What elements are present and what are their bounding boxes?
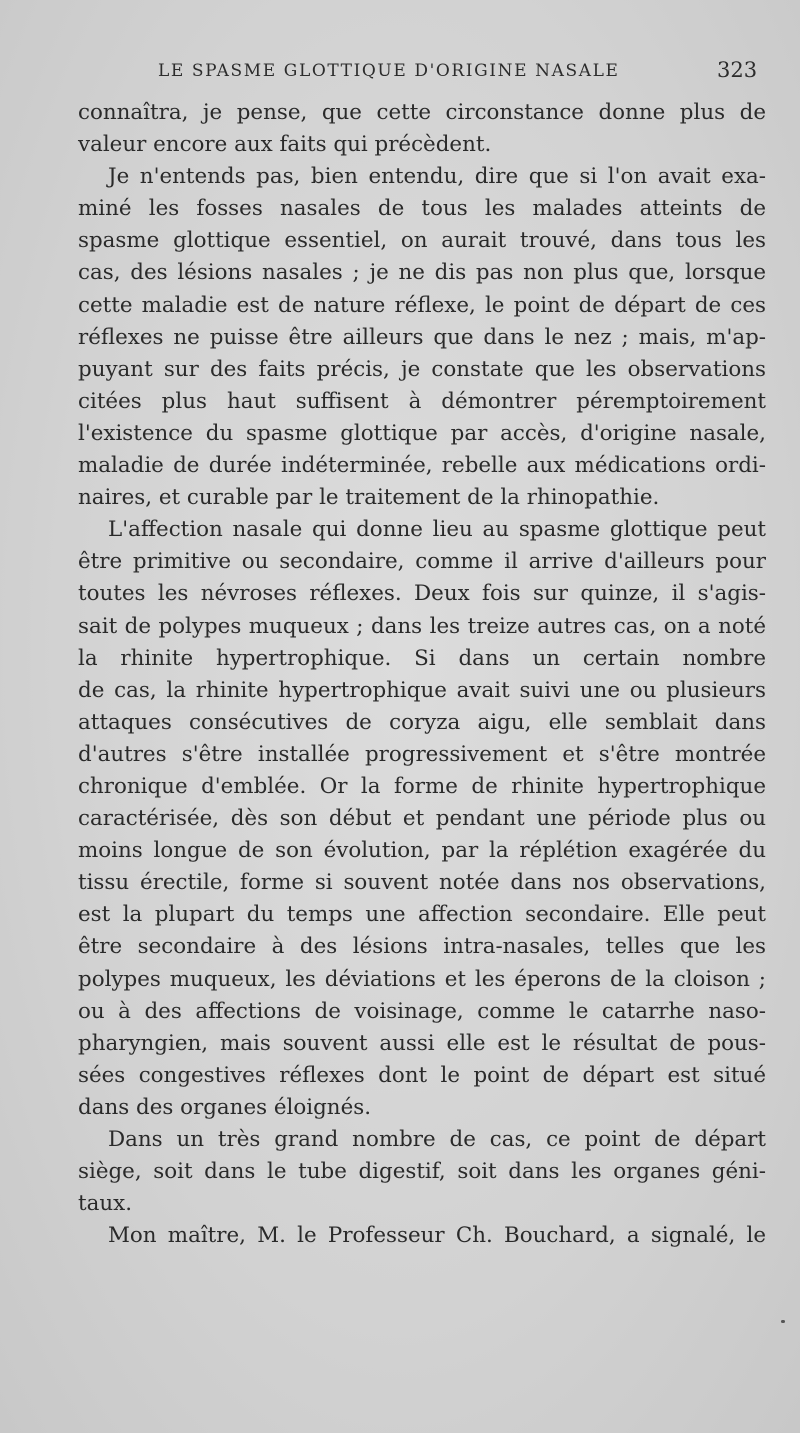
text-line: taux.: [78, 1191, 132, 1217]
text-line: spasme glottique essentiel, on aurait trouvé, dans tous les: [78, 228, 766, 254]
text-line: miné les fosses nasales de tous les malades atteints de: [78, 196, 766, 222]
text-line: siège, soit dans le tube digestif, soit dans les organes géni-: [78, 1159, 766, 1185]
text-line: polypes muqueux, les déviations et les éperons de la cloison ;: [78, 966, 766, 992]
text-line: sait de polypes muqueux ; dans les treize autres cas, on a noté: [78, 613, 766, 639]
page-number: 323: [717, 58, 758, 82]
text-line: naires, et curable par le traitement de la rhinopathie.: [78, 485, 660, 511]
running-title: LE SPASME GLOTTIQUE D'ORIGINE NASALE: [158, 61, 620, 81]
text-line: sées congestives réflexes dont le point de départ est situé: [78, 1062, 766, 1088]
text-line: chronique d'emblée. Or la forme de rhinite hypertrophique: [78, 773, 766, 799]
text-line: d'autres s'être installée progressivement et s'être montrée: [78, 741, 766, 767]
text-line: toutes les névroses réflexes. Deux fois sur quinze, il s'agis-: [78, 581, 766, 607]
text-line: ou à des affections de voisinage, comme le catarrhe naso-: [78, 998, 766, 1024]
text-line: la rhinite hypertrophique. Si dans un certain nombre: [78, 645, 766, 671]
text-line: cette maladie est de nature réflexe, le point de départ de ces: [78, 292, 766, 318]
paragraph-first-line: Je n'entends pas, bien entendu, dire que si l'on avait exa-: [108, 164, 766, 190]
text-line: caractérisée, dès son début et pendant une période plus ou: [78, 806, 766, 832]
text-line: puyant sur des faits précis, je constate que les observations: [78, 356, 766, 382]
text-line: réflexes ne puisse être ailleurs que dans le nez ; mais, m'ap-: [78, 324, 766, 350]
text-line: maladie de durée indéterminée, rebelle aux médications ordi-: [78, 453, 766, 479]
text-line: l'existence du spasme glottique par accès, d'origine nasale,: [78, 420, 766, 446]
text-line: citées plus haut suffisent à démontrer péremptoirement: [78, 388, 766, 414]
text-line: valeur encore aux faits qui précèdent.: [78, 132, 492, 158]
text-line: être primitive ou secondaire, comme il arrive d'ailleurs pour: [78, 549, 766, 575]
text-line: cas, des lésions nasales ; je ne dis pas non plus que, lorsque: [78, 260, 766, 286]
page-header: [0, 55, 800, 89]
body-text: [78, 97, 766, 1252]
paragraph-first-line: Mon maître, M. le Professeur Ch. Bouchard, a signalé, le: [108, 1223, 766, 1249]
text-line: dans des organes éloignés.: [78, 1094, 372, 1120]
text-line: pharyngien, mais souvent aussi elle est le résultat de pous-: [78, 1030, 766, 1056]
paragraph-first-line: Dans un très grand nombre de cas, ce point de départ: [108, 1127, 766, 1152]
text-line: être secondaire à des lésions intra-nasales, telles que les: [78, 934, 766, 960]
text-line: moins longue de son évolution, par la réplétion exagérée du: [78, 838, 766, 864]
text-line: tissu érectile, forme si souvent notée dans nos observations,: [78, 870, 766, 896]
text-line: est la plupart du temps une affection secondaire. Elle peut: [78, 902, 766, 928]
ink-speck: [781, 1320, 785, 1323]
paragraph-first-line: L'affection nasale qui donne lieu au spasme glottique peut: [108, 517, 766, 543]
text-line: attaques consécutives de coryza aigu, elle semblait dans: [78, 709, 766, 735]
text-line: de cas, la rhinite hypertrophique avait suivi une ou plusieurs: [78, 677, 766, 703]
text-line: connaîtra, je pense, que cette circonstance donne plus de: [78, 100, 766, 125]
